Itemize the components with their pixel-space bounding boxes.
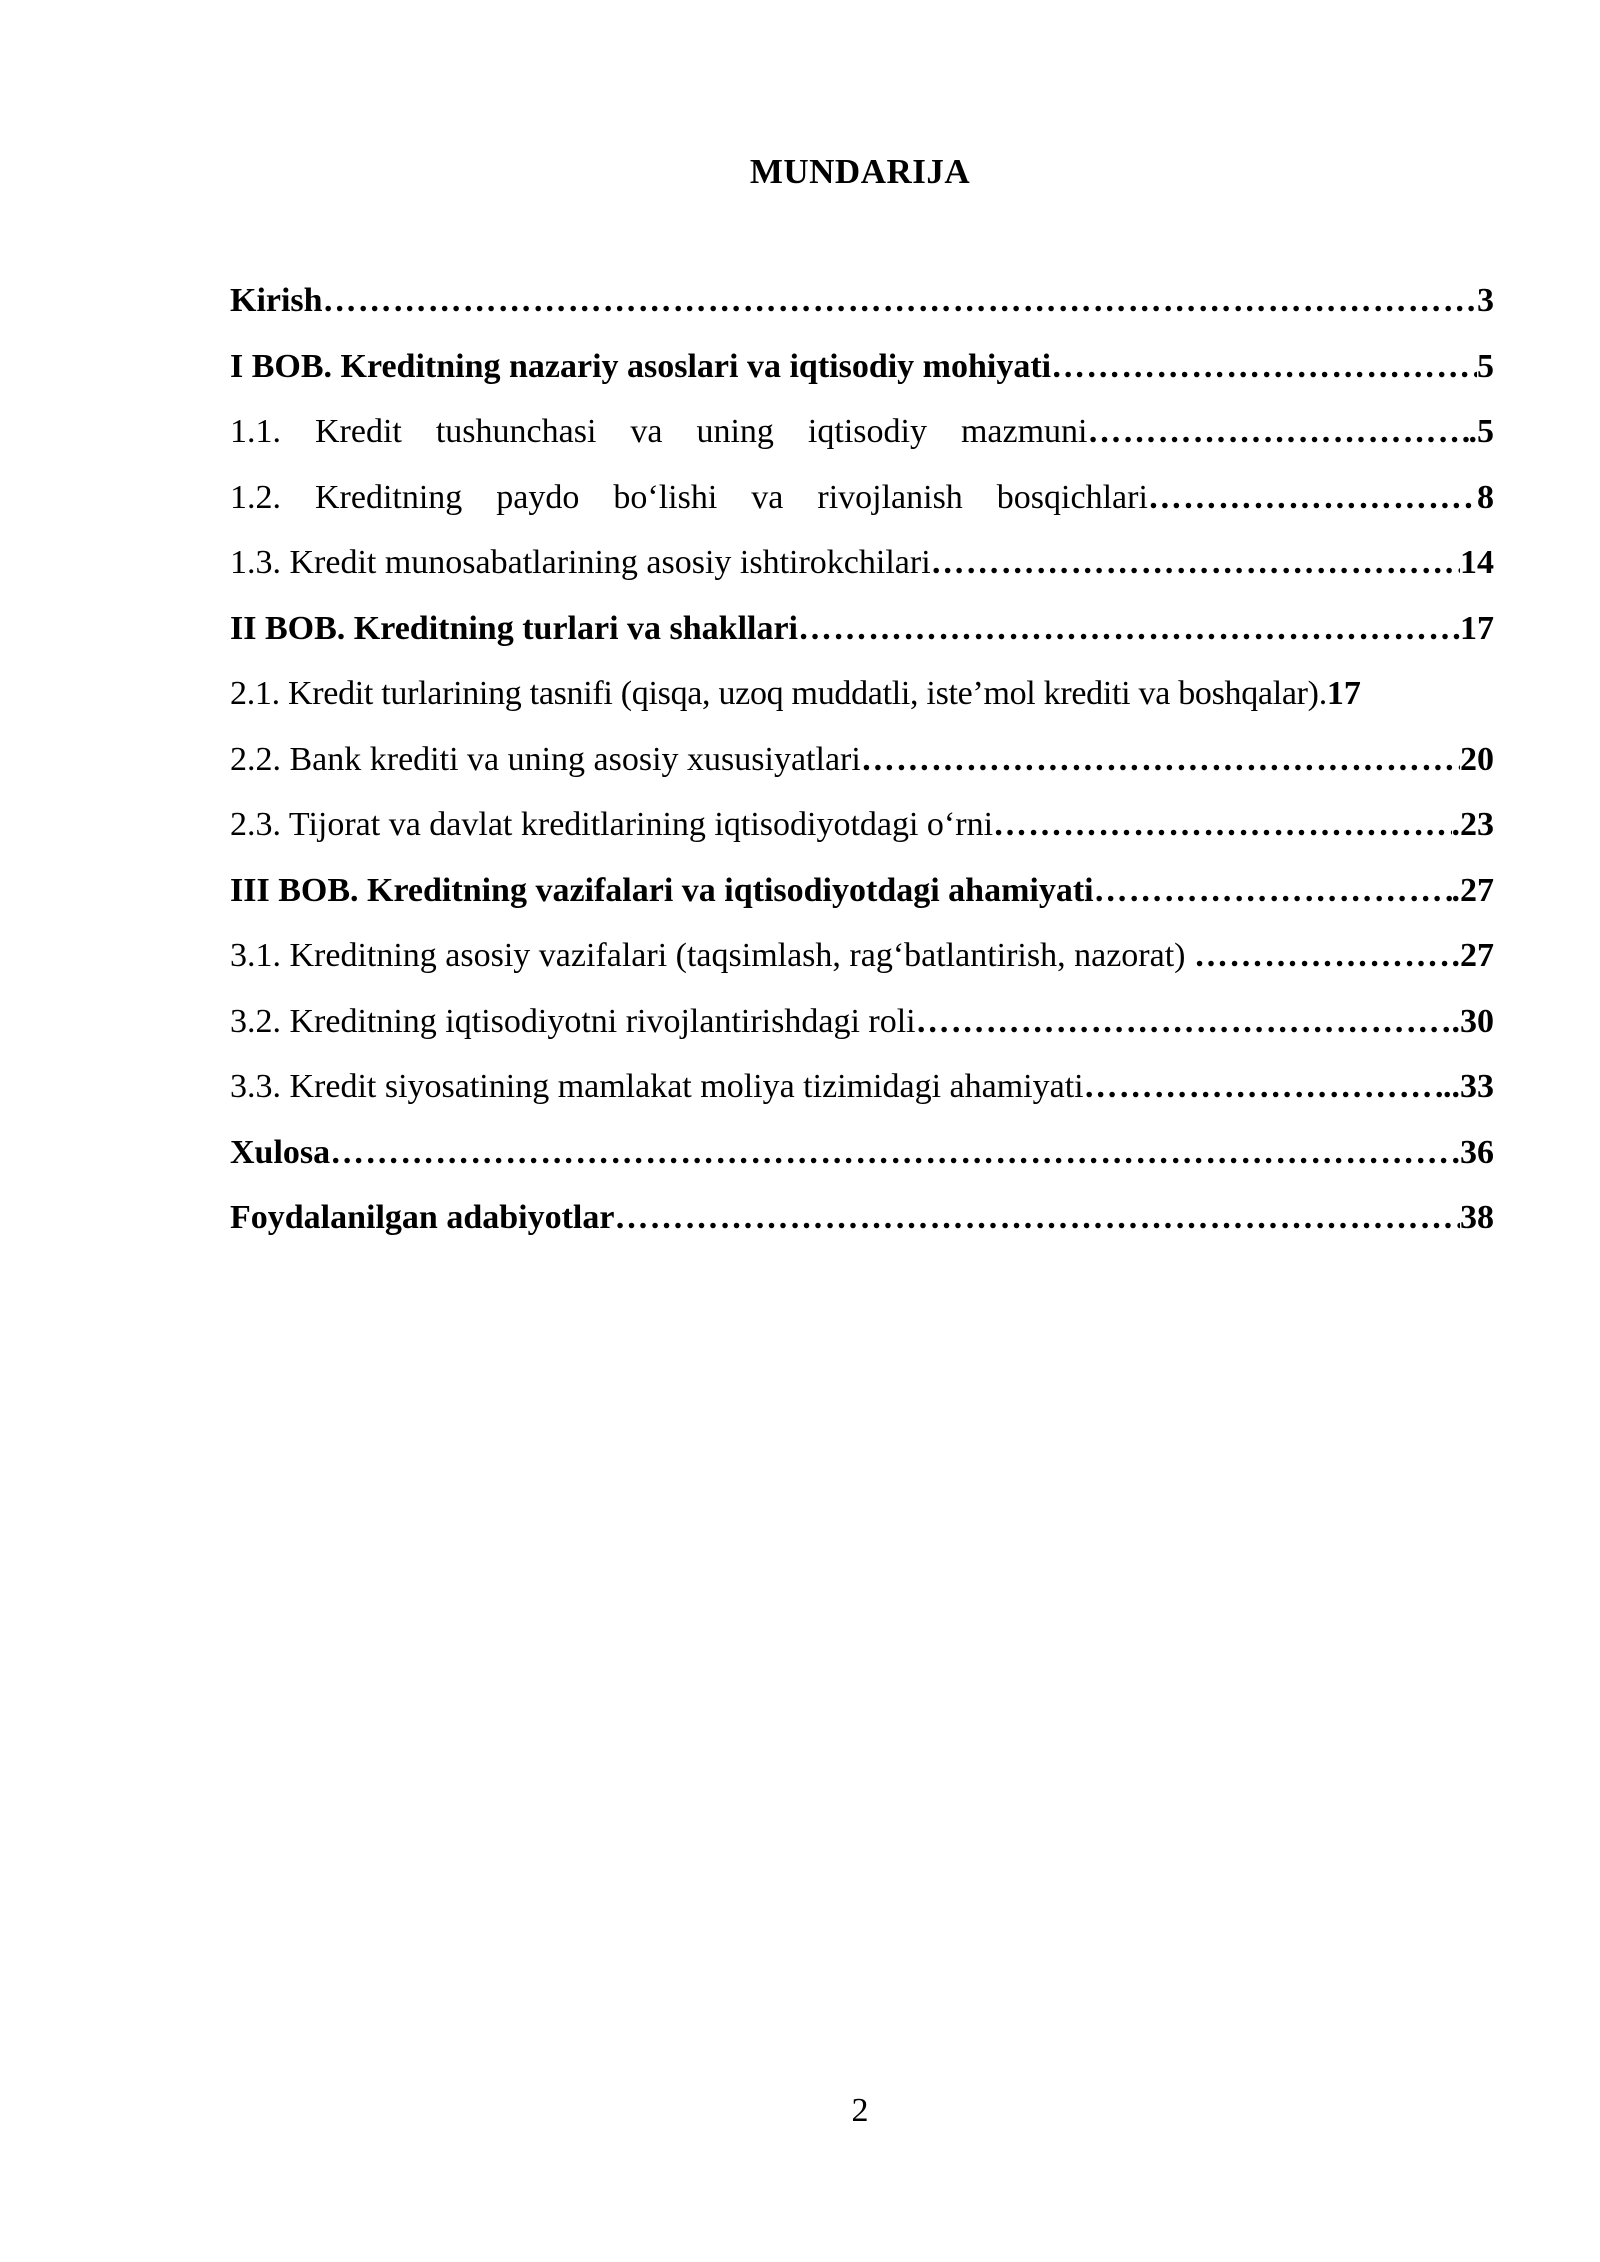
toc-dot-leader (1087, 413, 1468, 451)
toc-entry-section-1-1 (230, 413, 1494, 479)
toc-entry-adabiyotlar (230, 1199, 1494, 1265)
toc-entry-page: .27 (1451, 937, 1494, 974)
toc-entry-chapter-3 (230, 872, 1494, 938)
toc-entry-page: 14 (1460, 544, 1494, 581)
toc-entry-label: I BOB. Kreditning nazariy asoslari va iqtisodiy mohiyati (230, 347, 1052, 385)
toc-entry-page: 38 (1460, 1199, 1494, 1236)
toc-entry-page: 3 (1477, 282, 1494, 319)
page-number: 2 (851, 2092, 869, 2129)
toc-entry-kirish (230, 282, 1494, 348)
toc-entry-label: Kirish (230, 282, 323, 319)
toc-dot-leader (916, 1003, 1452, 1041)
toc-entry-xulosa (230, 1134, 1494, 1200)
toc-entry-page: .27 (1451, 871, 1494, 909)
toc-entry-page: .36 (1451, 1133, 1494, 1171)
toc-dot-leader (323, 282, 1477, 320)
toc-entry-section-3-1 (230, 937, 1494, 1003)
toc-entry-section-1-3 (230, 544, 1494, 610)
toc-entry-label: 3.1. Kreditning asosiy vazifalari (taqsimlash, rag‘batlantirish, nazorat) (230, 937, 1194, 974)
toc-dot-leader (861, 741, 1460, 779)
toc-entry-page: 20 (1460, 740, 1494, 778)
toc-entry-label: II BOB. Kreditning turlari va shakllari (230, 609, 799, 647)
toc-entry-section-1-2 (230, 479, 1494, 545)
table-of-contents (230, 282, 1494, 1265)
toc-entry-label: 1.1. Kredit tushunchasi va uning iqtisodiy mazmuni (230, 413, 1088, 450)
toc-entry-section-3-2 (230, 1003, 1494, 1069)
toc-dot-leader (1194, 937, 1452, 975)
toc-entry-page: 8 (1477, 478, 1494, 516)
toc-entry-section-2-1 (230, 675, 1494, 741)
toc-entry-section-2-3 (230, 806, 1494, 872)
toc-dot-leader (330, 1134, 1451, 1172)
toc-entry-label: III BOB. Kreditning vazifalari va iqtisodiyotdagi ahamiyati (230, 871, 1094, 909)
toc-dot-leader (1084, 1068, 1443, 1106)
toc-entry-label: 1.3. Kredit munosabatlarining asosiy ishtirokchilari (230, 544, 931, 581)
toc-entry-label: 2.3. Tijorat va davlat kreditlarining iqtisodiyotdagi o‘rni (230, 806, 994, 843)
toc-entry-page: 5 (1477, 347, 1494, 385)
toc-entry-page: .30 (1451, 1002, 1494, 1040)
toc-title: MUNDARIJA (749, 152, 971, 191)
toc-entry-label: 2.1. Kredit turlarining tasnifi (qisqa, uzoq muddatli, iste’mol krediti va boshqalar). (230, 675, 1327, 712)
toc-entry-chapter-1 (230, 348, 1494, 414)
toc-entry-section-3-3 (230, 1068, 1494, 1134)
toc-entry-label: Foydalanilgan adabiyotlar (230, 1199, 615, 1236)
toc-dot-leader (1094, 872, 1452, 910)
toc-dot-leader (993, 806, 1451, 844)
toc-dot-leader (931, 544, 1460, 582)
toc-entry-page: ..33 (1443, 1068, 1494, 1105)
toc-entry-label: Xulosa (230, 1133, 331, 1171)
toc-dot-leader (614, 1199, 1460, 1237)
toc-entry-label: 2.2. Bank krediti va uning asosiy xususiyatlari (230, 740, 861, 778)
toc-entry-label: 3.3. Kredit siyosatining mamlakat moliya tizimidagi ahamiyati (230, 1068, 1084, 1105)
toc-entry-page: .5 (1468, 413, 1494, 450)
toc-dot-leader (1051, 348, 1477, 386)
toc-dot-leader (798, 610, 1460, 648)
toc-entry-section-2-2 (230, 741, 1494, 807)
toc-entry-page: 17 (1460, 609, 1494, 647)
toc-entry-label: 3.2. Kreditning iqtisodiyotni rivojlantirishdagi roli (230, 1002, 916, 1040)
toc-entry-label: 1.2. Kreditning paydo bo‘lishi va rivojlanish bosqichlari (230, 478, 1148, 516)
toc-dot-leader (1148, 479, 1477, 517)
toc-entry-chapter-2 (230, 610, 1494, 676)
toc-entry-page: .23 (1451, 806, 1494, 843)
toc-entry-page: 17 (1326, 675, 1361, 712)
